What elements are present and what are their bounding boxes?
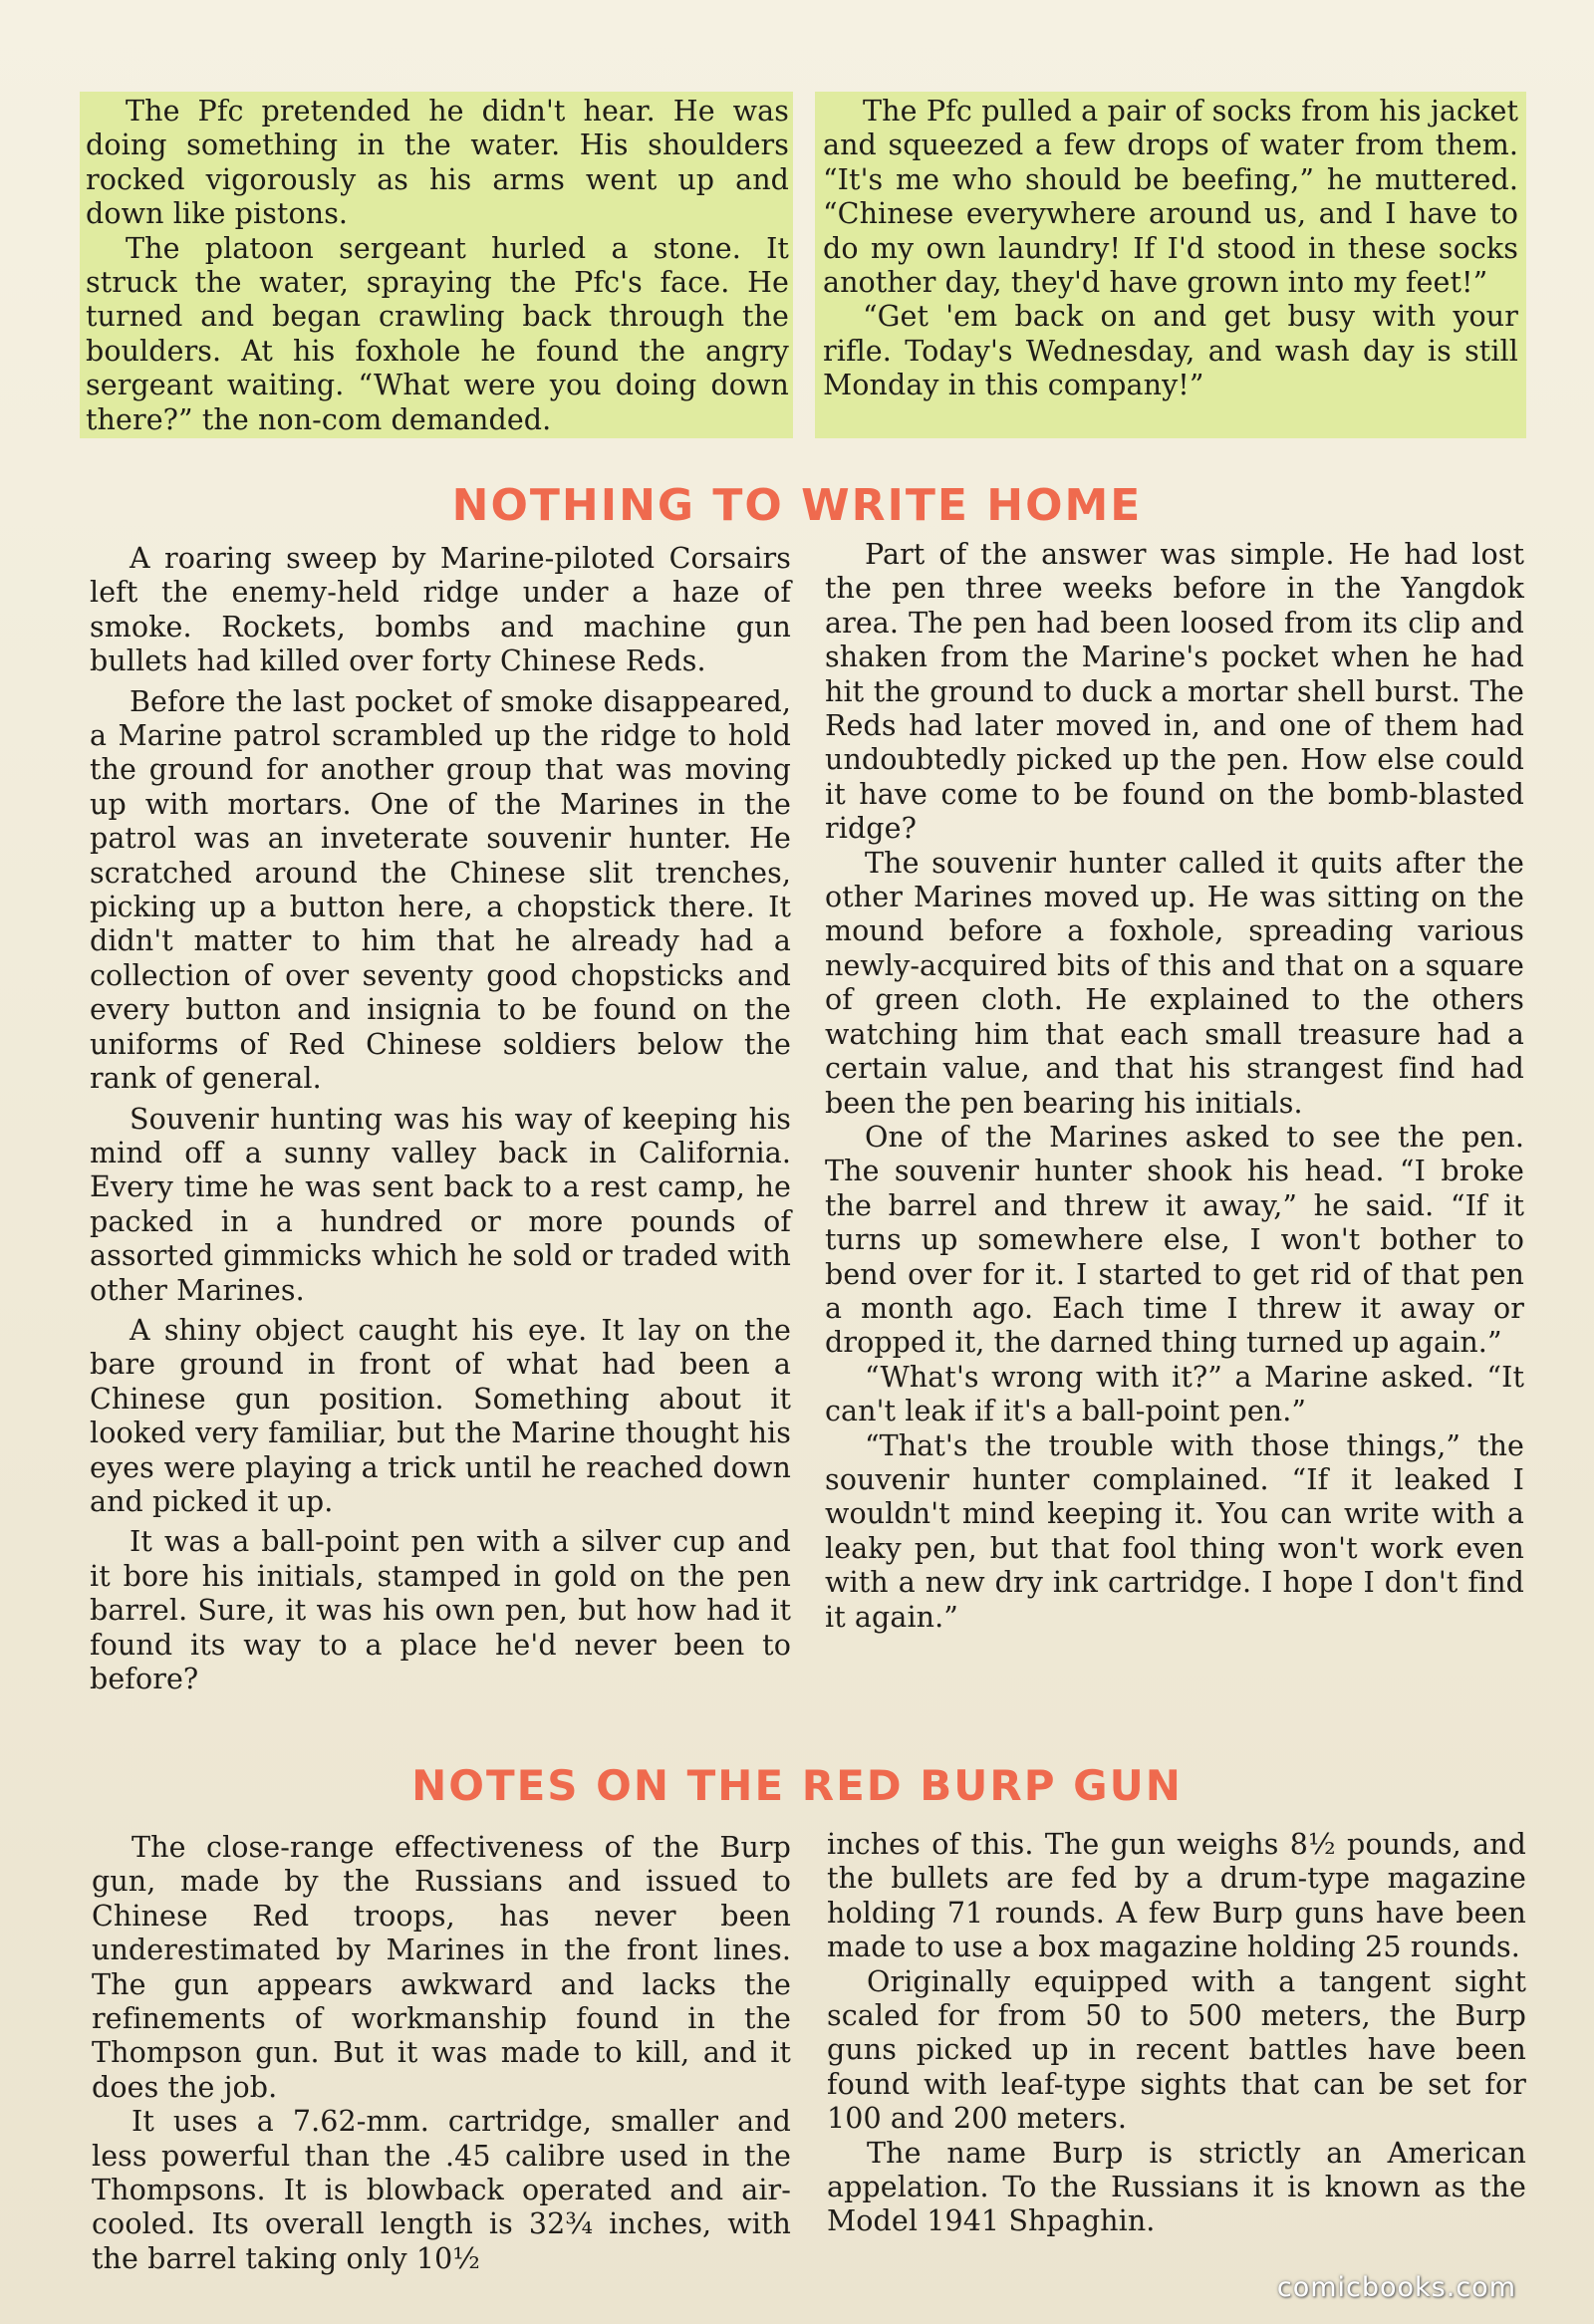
paragraph: Part of the answer was simple. He had lost the pen three weeks before in the Yangdok area. The pen had been loosed from its clip and shaken from the Marine's pocket when he had hit the ground to duck a mortar shell burst. The Reds had later moved in, and one of them had undoubtedly picked up the pen. How else could it have come to be found on the bomb-blasted ridge? <box>825 538 1524 846</box>
story3-title: NOTES ON THE RED BURP GUN <box>411 1761 1183 1810</box>
story2-title: NOTHING TO WRITE HOME <box>451 480 1143 531</box>
paragraph: Originally equipped with a tangent sight scaled for from 50 to 500 meters, the Burp guns picked up in recent battles have been found with leaf-type sights that can be set for 100 and 200 meters. <box>827 1964 1526 2136</box>
story3-right-column <box>827 1828 1526 2239</box>
paragraph: It uses a 7.62-mm. cartridge, smaller and less powerful than the .45 calibre used in the Thompsons. It is blowback operated and air-cooled. Its overall length is 32¾ inches, with the barrel taking only 10½ <box>92 2105 791 2275</box>
paragraph: A roaring sweep by Marine-piloted Corsairs left the enemy-held ridge under a haze of smoke. Rockets, bombs and machine gun bullets had killed over forty Chinese Reds. <box>90 542 791 678</box>
paragraph: A shiny object caught his eye. It lay on the bare ground in front of what had been a Chinese gun position. Something about it looked very familiar, but the Marine thought his eyes were playing a trick until he reached down and picked it up. <box>90 1313 791 1518</box>
paragraph: “Get 'em back on and get busy with your rifle. Today's Wednesday, and wash day is still Monday in this company!” <box>823 300 1518 402</box>
top-story-right-column <box>823 95 1518 403</box>
story2-right-column <box>825 538 1524 1635</box>
paragraph: The souvenir hunter called it quits after the other Marines moved up. He was sitting on the mound before a foxhole, spreading various newly-acquired bits of this and that on a square of green cloth. He explained to the others watching him that each small treasure had a certain value, and that his strangest find had been the pen bearing his initials. <box>825 846 1524 1120</box>
story2-left-column <box>90 542 791 1696</box>
paragraph: “What's wrong with it?” a Marine asked. “It can't leak if it's a ball-point pen.” <box>825 1360 1524 1428</box>
paragraph: “That's the trouble with those things,” the souvenir hunter complained. “If it leaked I wouldn't mind keeping it. You can write with a leaky pen, but that fool thing won't work even with a new dry ink cartridge. I hope I don't find it again.” <box>825 1428 1524 1634</box>
paragraph: The Pfc pulled a pair of socks from his jacket and squeezed a few drops of water from them. “It's me who should be beefing,” he muttered. “Chinese everywhere around us, and I have to do my own laundry! If I'd stood in these socks another day, they'd have grown into my feet!” <box>823 95 1518 300</box>
top-story-left-column <box>86 95 789 437</box>
paragraph: inches of this. The gun weighs 8½ pounds, and the bullets are fed by a drum-type magazine holding 71 rounds. A few Burp guns have been made to use a box magazine holding 25 rounds. <box>827 1828 1526 1964</box>
paragraph: The platoon sergeant hurled a stone. It struck the water, spraying the Pfc's face. He turned and began crawling back through the boulders. At his foxhole he found the angry sergeant waiting. “What were you doing down there?” the non-com demanded. <box>86 231 789 436</box>
paragraph: The name Burp is strictly an American appelation. To the Russians it is known as the Model 1941 Shpaghin. <box>827 2136 1526 2238</box>
story3-left-column <box>92 1831 791 2276</box>
paragraph: Before the last pocket of smoke disappeared, a Marine patrol scrambled up the ridge to hold the ground for another group that was moving up with mortars. One of the Marines in the patrol was an inveterate souvenir hunter. He scratched around the Chinese slit trenches, picking up a button here, a chopstick there. It didn't matter to him that he already had a collection of over seventy good chopsticks and every button and insignia to be found on the uniforms of Red Chinese soldiers below the rank of general. <box>90 684 791 1096</box>
paragraph: One of the Marines asked to see the pen. The souvenir hunter shook his head. “I broke the barrel and threw it away,” he said. “If it turns up somewhere else, I won't bother to bend over for it. I started to get rid of that pen a month ago. Each time I threw it away or dropped it, the darned thing turned up again.” <box>825 1120 1524 1360</box>
paragraph: It was a ball-point pen with a silver cup and it bore his initials, stamped in gold on the pen barrel. Sure, it was his own pen, but how had it found its way to a place he'd never been to before? <box>90 1525 791 1695</box>
watermark: comicbooks.com <box>1276 2272 1516 2303</box>
paragraph: The close-range effectiveness of the Burp gun, made by the Russians and issued to Chinese Red troops, has never been underestimated by Marines in the front lines. The gun appears awkward and lacks the refinements of workmanship found in the Thompson gun. But it was made to kill, and it does the job. <box>92 1831 791 2104</box>
paragraph: Souvenir hunting was his way of keeping his mind off a sunny valley back in California. Every time he was sent back to a rest camp, he packed in a hundred or more pounds of assorted gimmicks which he sold or traded with other Marines. <box>90 1102 791 1307</box>
paragraph: The Pfc pretended he didn't hear. He was doing something in the water. His shoulders rocked vigorously as his arms went up and down like pistons. <box>86 95 789 231</box>
